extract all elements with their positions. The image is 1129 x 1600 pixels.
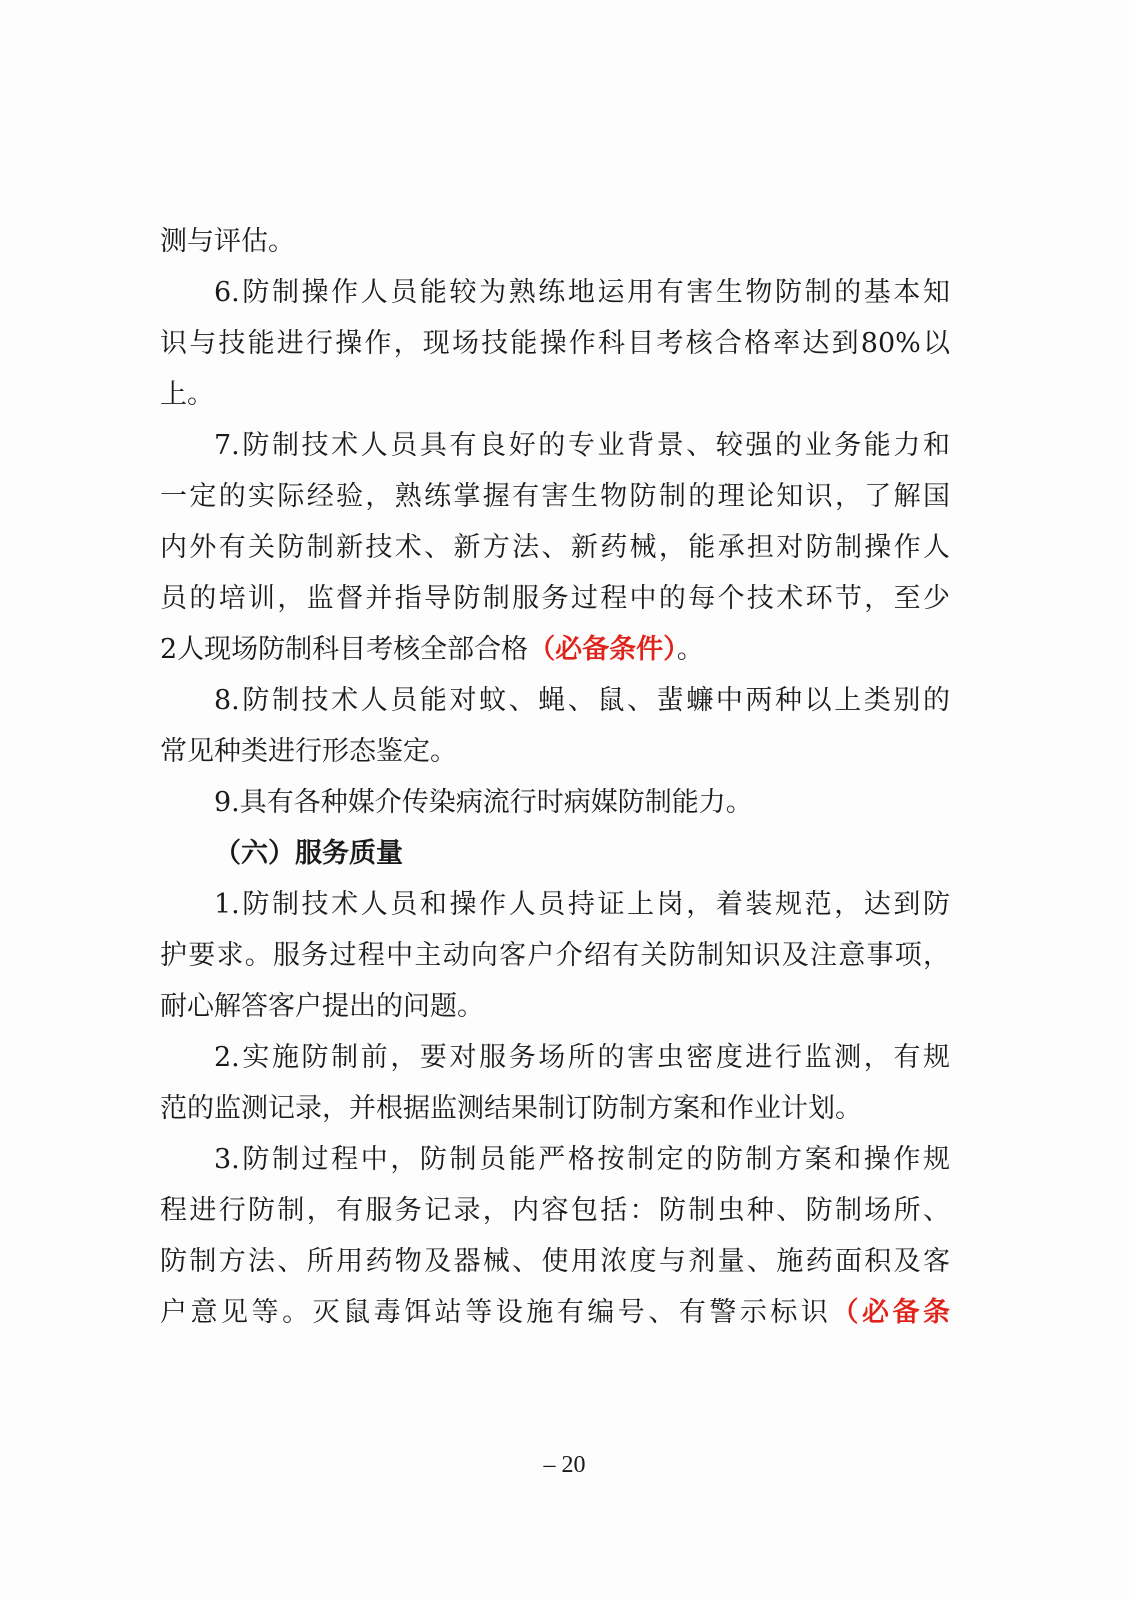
text-line: 护要求。服务过程中主动向客户介绍有关防制知识及注意事项， (160, 940, 950, 971)
text-line: 范的监测记录，并根据监测结果制订防制方案和作业计划。 (160, 1093, 862, 1124)
paragraph-start: 9.具有各种媒介传染病流行时病媒防制能力。 (214, 787, 753, 818)
text-line: 户意见等。灭鼠毒饵站等设施有编号、有警示标识（必备条 (160, 1297, 951, 1328)
text-line: 程进行防制，有服务记录，内容包括：防制虫种、防制场所、 (160, 1195, 950, 1226)
paragraph-start: 7.防制技术人员具有良好的专业背景、较强的业务能力和 (214, 430, 950, 461)
text-line: 2人现场防制科目考核全部合格（必备条件）。 (160, 634, 704, 665)
text-line: 测与评估。 (160, 226, 295, 257)
section-heading: （六）服务质量 (214, 838, 403, 869)
text-line: 识与技能进行操作，现场技能操作科目考核合格率达到80%以 (160, 328, 950, 359)
paragraph-start: 1.防制技术人员和操作人员持证上岗，着装规范，达到防 (214, 889, 950, 920)
text-line: 一定的实际经验，熟练掌握有害生物防制的理论知识，了解国 (160, 481, 950, 512)
page-number: – 20 (543, 1452, 586, 1478)
paragraph-start: 8.防制技术人员能对蚊、蝇、鼠、蜚蠊中两种以上类别的 (214, 685, 950, 716)
required-condition-note: （必备条件） (528, 634, 677, 665)
required-condition-note: （必备条 (831, 1297, 951, 1328)
text-line: 上。 (160, 379, 214, 410)
paragraph-start: 2.实施防制前，要对服务场所的害虫密度进行监测，有规 (214, 1042, 950, 1073)
text-line: 耐心解答客户提出的问题。 (160, 991, 484, 1022)
text-line: 内外有关防制新技术、新方法、新药械，能承担对防制操作人 (160, 532, 950, 563)
document-body (160, 216, 950, 1338)
text-line: 防制方法、所用药物及器械、使用浓度与剂量、施药面积及客 (160, 1246, 950, 1277)
paragraph-start: 6.防制操作人员能较为熟练地运用有害生物防制的基本知 (214, 277, 950, 308)
text-line: 员的培训，监督并指导防制服务过程中的每个技术环节，至少 (160, 583, 950, 614)
text-line: 常见种类进行形态鉴定。 (160, 736, 457, 767)
paragraph-start: 3.防制过程中，防制员能严格按制定的防制方案和操作规 (214, 1144, 950, 1175)
